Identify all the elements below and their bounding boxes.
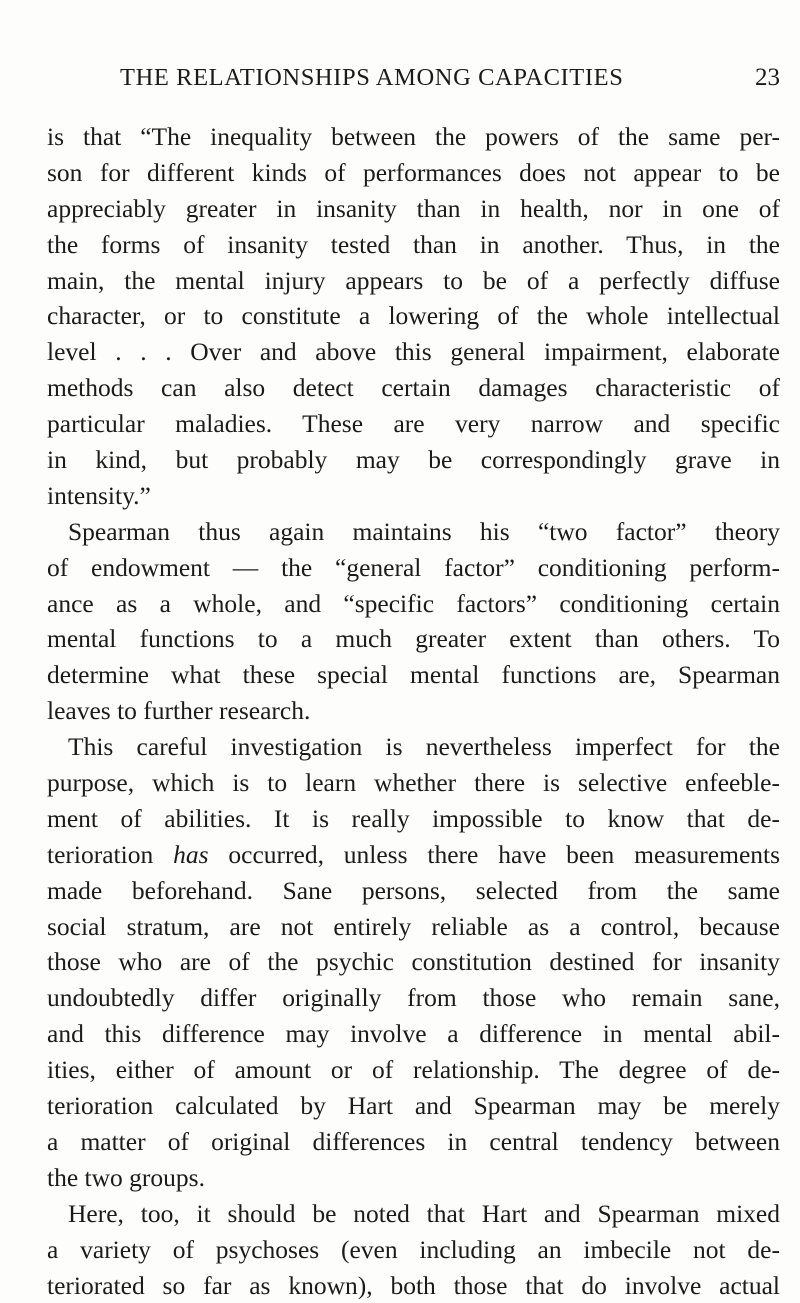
line-rest: occurred, unless there have been measurements <box>228 840 780 869</box>
text-line: is that “The inequality between the powers of the same per- <box>47 119 780 155</box>
text-line: leaves to further research. <box>47 693 780 729</box>
text-line: character, or to constitute a lowering of the whole intellectual <box>47 298 780 334</box>
text-line: ities, either of amount or of relationship. The degree of de- <box>47 1052 780 1088</box>
italic-word: has <box>173 840 208 869</box>
text-line: those who are of the psychic constitution destined for insanity <box>47 944 780 980</box>
text-line: teriorated so far as known), both those that do involve actual <box>47 1268 780 1303</box>
text-line: This careful investigation is nevertheless imperfect for the <box>47 729 780 765</box>
text-line: a variety of psychoses (even including an imbecile not de- <box>47 1232 780 1268</box>
page-number: 23 <box>740 60 780 96</box>
text-line: appreciably greater in insanity than in health, nor in one of <box>47 191 780 227</box>
text-line: purpose, which is to learn whether there is selective enfeeble- <box>47 765 780 801</box>
text-line: ment of abilities. It is really impossible to know that de- <box>47 801 780 837</box>
text-line: Here, too, it should be noted that Hart and Spearman mixed <box>47 1196 780 1232</box>
text-line: main, the mental injury appears to be of a perfectly diffuse <box>47 263 780 299</box>
text-line <box>47 837 780 873</box>
text-line: terioration calculated by Hart and Spearman may be merely <box>47 1088 780 1124</box>
text-line: of endowment — the “general factor” conditioning perform- <box>47 550 780 586</box>
line-prefix: terioration <box>47 840 153 869</box>
text-line: the forms of insanity tested than in another. Thus, in the <box>47 227 780 263</box>
text-line: level . . . Over and above this general impairment, elaborate <box>47 334 780 370</box>
text-line: determine what these special mental functions are, Spearman <box>47 657 780 693</box>
text-line: Spearman thus again maintains his “two factor” theory <box>47 514 780 550</box>
text-line: undoubtedly differ originally from those who remain sane, <box>47 980 780 1016</box>
text-line: made beforehand. Sane persons, selected from the same <box>47 873 780 909</box>
text-line: particular maladies. These are very narrow and specific <box>47 406 780 442</box>
text-line: social stratum, are not entirely reliable as a control, because <box>47 909 780 945</box>
text-line: intensity.” <box>47 478 780 514</box>
running-head-title: THE RELATIONSHIPS AMONG CAPACITIES <box>120 60 670 96</box>
text-line: ance as a whole, and “specific factors” conditioning certain <box>47 586 780 622</box>
text-line: the two groups. <box>47 1160 780 1196</box>
text-line: and this difference may involve a difference in mental abil- <box>47 1016 780 1052</box>
text-line: son for different kinds of performances does not appear to be <box>47 155 780 191</box>
text-line: mental functions to a much greater extent than others. To <box>47 621 780 657</box>
body-text <box>47 119 780 1303</box>
text-line: in kind, but probably may be correspondingly grave in <box>47 442 780 478</box>
text-line: methods can also detect certain damages characteristic of <box>47 370 780 406</box>
text-line: a matter of original differences in central tendency between <box>47 1124 780 1160</box>
